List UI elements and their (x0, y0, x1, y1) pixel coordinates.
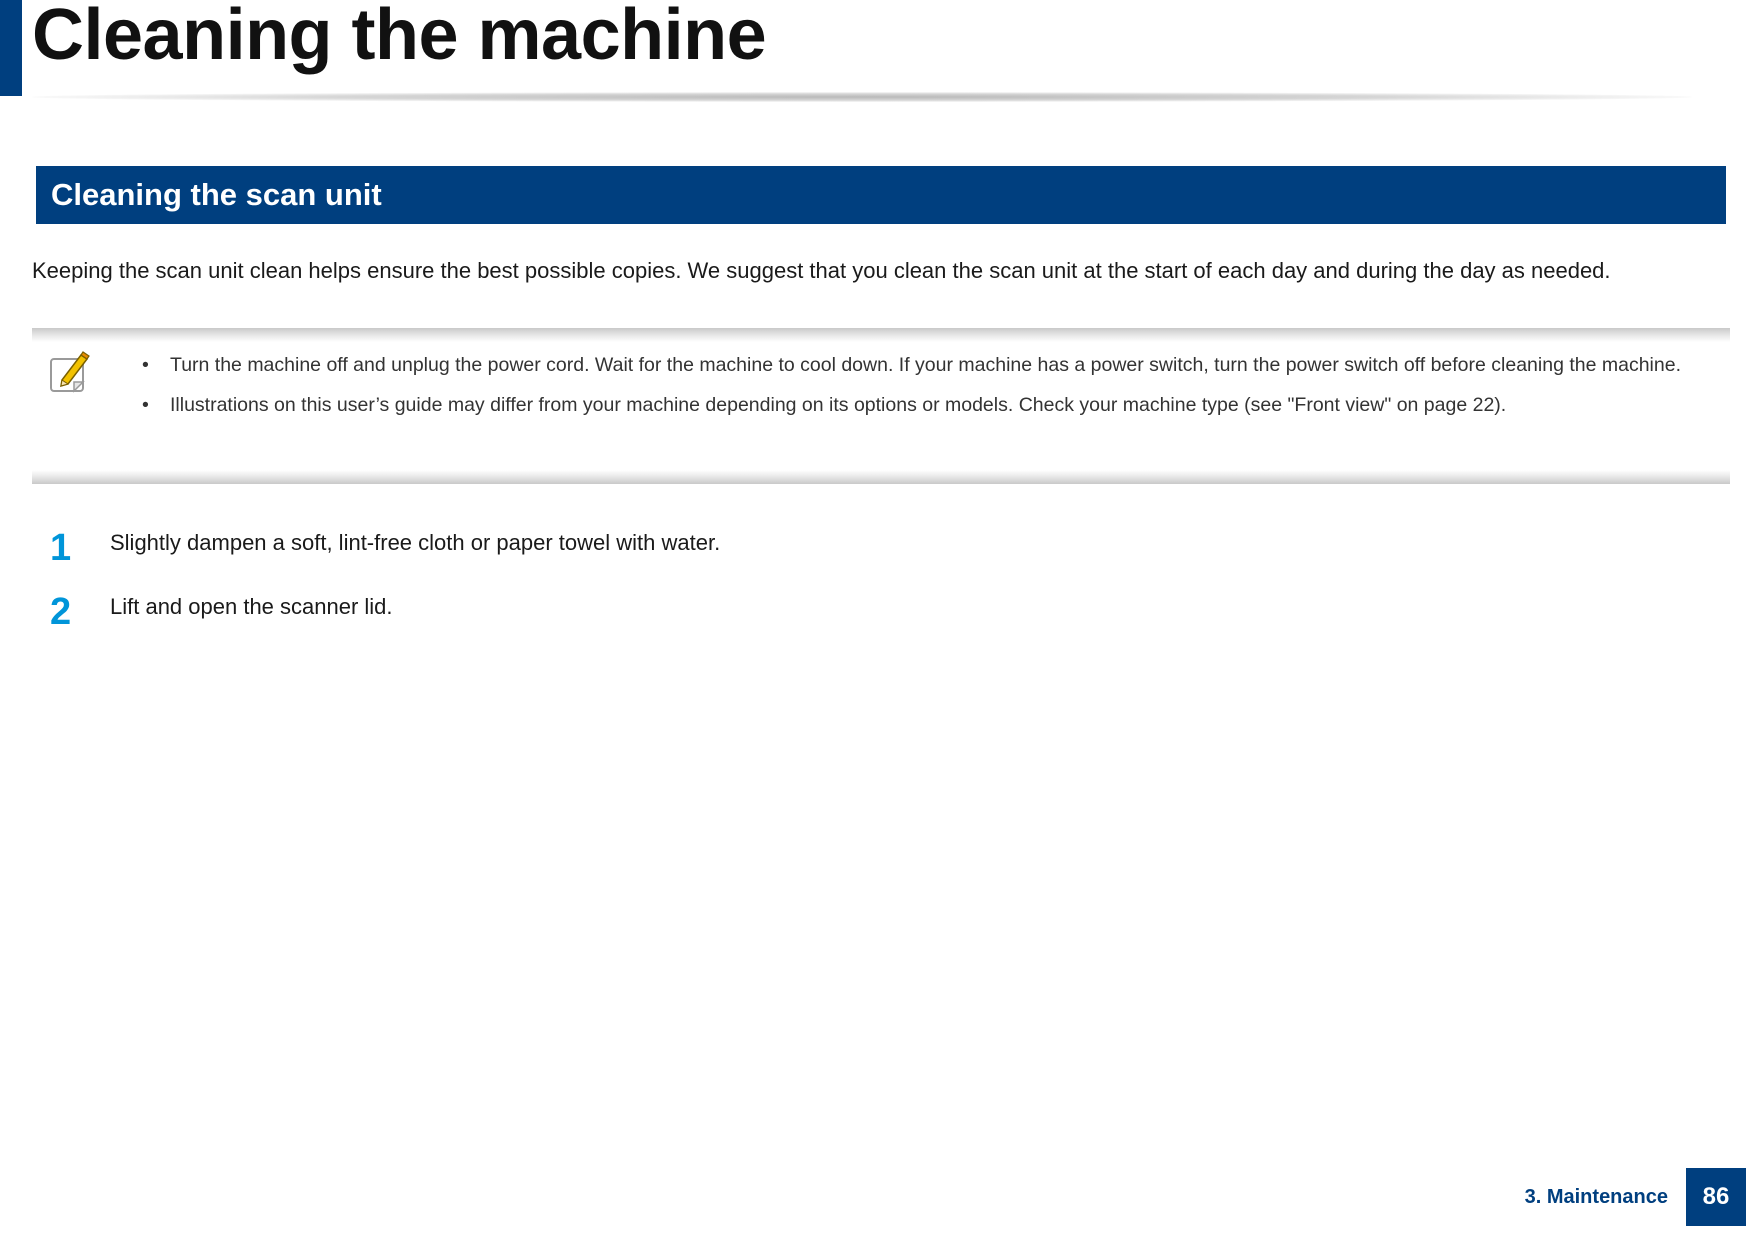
title-accent-bar (0, 0, 22, 96)
intro-paragraph: Keeping the scan unit clean helps ensure the best possible copies. We suggest that you clean the scan unit at the start of each day and during the day as needed. (32, 258, 1611, 283)
page-number-badge: 86 (1686, 1168, 1746, 1226)
note-item (128, 390, 1718, 420)
note-box (32, 328, 1730, 484)
step-text: Lift and open the scanner lid. (110, 594, 393, 619)
note-list (128, 350, 1718, 430)
title-divider (32, 92, 1692, 102)
steps-list (40, 524, 1540, 652)
bullet: • (142, 354, 149, 376)
step-item (40, 524, 1540, 588)
step-number: 1 (50, 527, 72, 569)
note-bottom-edge (32, 470, 1730, 484)
step-number: 2 (50, 591, 72, 633)
step-text: Slightly dampen a soft, lint-free cloth or paper towel with water. (110, 530, 721, 555)
section-header-label: Cleaning the scan unit (51, 177, 382, 212)
step-item (40, 588, 1540, 652)
note-item-text: Illustrations on this user’s guide may differ from your machine depending on its options or models. Check your machine type (see "Front view" on page 22). (170, 394, 1507, 416)
note-pencil-icon (48, 350, 92, 396)
note-item (128, 350, 1718, 380)
section-header (36, 166, 1726, 224)
page-title: Cleaning the machine (32, 0, 767, 75)
note-top-edge (32, 328, 1730, 342)
bullet: • (142, 394, 149, 416)
note-item-text: Turn the machine off and unplug the power cord. Wait for the machine to cool down. If your machine has a power switch, turn the power switch off before cleaning the machine. (170, 354, 1681, 376)
footer-section-label: 3. Maintenance (1524, 1186, 1668, 1208)
